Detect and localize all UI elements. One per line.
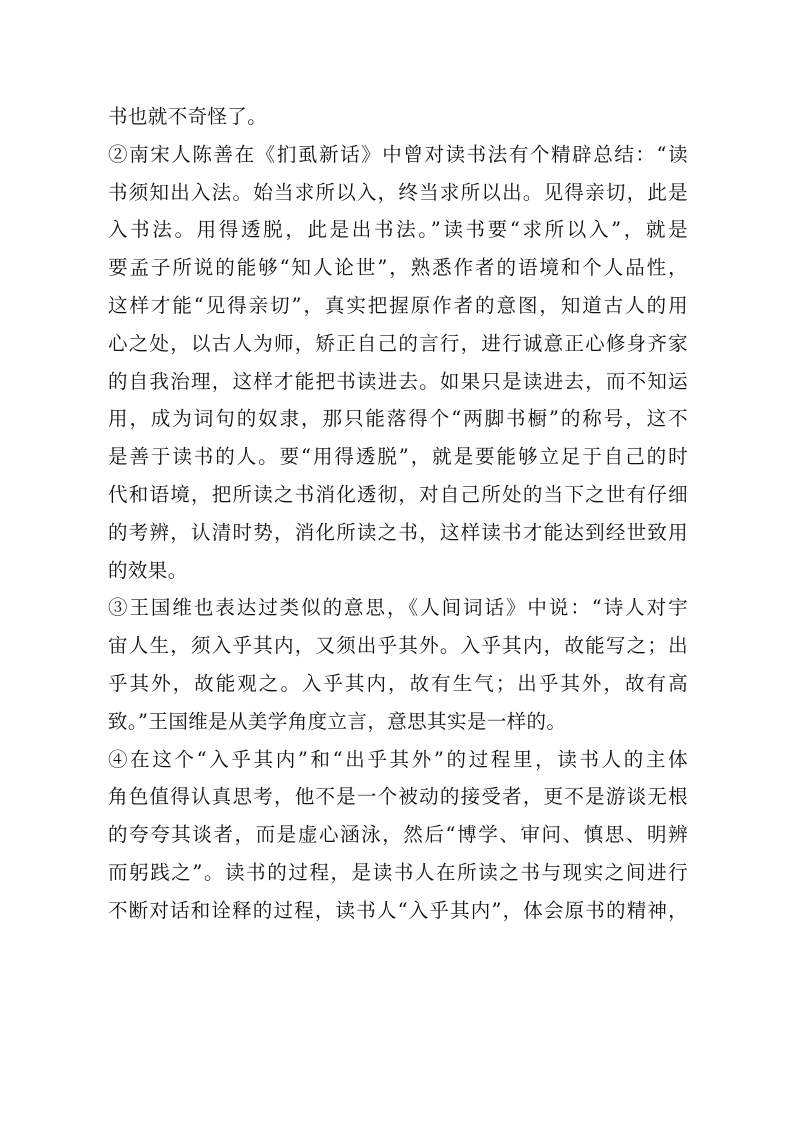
text-line: 的考辨，认清时势，消化所读之书，这样读书才能达到经世致用 [108, 520, 688, 544]
text-line: 而躬践之”。读书的过程，是读书人在所读之书与现实之间进行 [108, 860, 688, 884]
text-line: 代和语境，把所读之书消化透彻，对自己所处的当下之世有仔细 [108, 482, 688, 506]
text-line: 宙人生，须入乎其内，又须出乎其外。入乎其内，故能写之；出 [108, 634, 688, 658]
text-line: ②南宋人陈善在《扪虱新话》中曾对读书法有个精辟总结：“读 [108, 142, 688, 166]
text-line: 的自我治理，这样才能把书读进去。如果只是读进去，而不知运 [108, 369, 688, 393]
text-line: 乎其外，故能观之。入乎其内，故有生气；出乎其外，故有高 [108, 671, 688, 695]
text-line: 的夸夸其谈者，而是虚心涵泳，然后“博学、审问、慎思、明辨 [108, 823, 688, 847]
text-line: ③王国维也表达过类似的意思，《人间词话》中说：“诗人对宇 [108, 596, 688, 620]
text-line: 角色值得认真思考，他不是一个被动的接受者，更不是游谈无根 [108, 785, 688, 809]
text-line: ④在这个“入乎其内”和“出乎其外”的过程里，读书人的主体 [108, 747, 688, 771]
text-line: 的效果。 [108, 558, 188, 582]
text-line: 书也就不奇怪了。 [108, 105, 268, 128]
text-line: 心之处，以古人为师，矫正自己的言行，进行诚意正心修身齐家 [108, 331, 688, 355]
body-text [108, 98, 688, 930]
text-line: 致。”王国维是从美学角度立言，意思其实是一样的。 [108, 709, 567, 733]
text-line: 这样才能“见得亲切”，真实把握原作者的意图，知道古人的用 [108, 293, 688, 317]
text-line: 要孟子所说的能够“知人论世”，熟悉作者的语境和个人品性， [108, 256, 688, 280]
text-line: 不断对话和诠释的过程，读书人“入乎其内”，体会原书的精神， [108, 898, 688, 922]
text-line: 用，成为词句的奴隶，那只能落得个“两脚书橱”的称号，这不 [108, 407, 688, 431]
text-line: 是善于读书的人。要“用得透脱”，就是要能够立足于自己的时 [108, 445, 688, 469]
text-line: 书须知出入法。始当求所以入，终当求所以出。见得亲切，此是 [108, 180, 688, 204]
text-line: 入书法。用得透脱，此是出书法。”读书要“求所以入”，就是 [108, 218, 688, 242]
